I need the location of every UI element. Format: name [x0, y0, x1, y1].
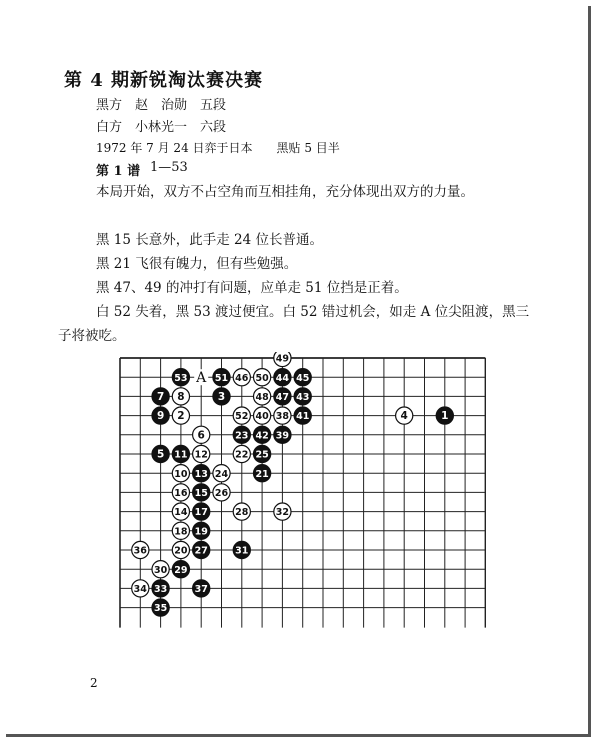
svg-text:8: 8 [177, 391, 185, 403]
svg-text:22: 22 [235, 449, 249, 461]
stone-51 [213, 369, 230, 386]
svg-text:5: 5 [156, 448, 165, 461]
stone-17 [193, 503, 210, 520]
svg-text:49: 49 [275, 353, 290, 365]
stone-44 [274, 369, 291, 386]
svg-text:31: 31 [235, 545, 249, 557]
stone-24 [213, 465, 230, 482]
svg-text:17: 17 [194, 507, 208, 519]
stone-18 [172, 522, 189, 539]
svg-text:51: 51 [214, 372, 229, 384]
svg-text:29: 29 [174, 564, 188, 576]
svg-text:53: 53 [174, 372, 188, 384]
svg-text:32: 32 [275, 507, 290, 519]
svg-text:18: 18 [174, 526, 188, 538]
stone-52 [233, 407, 250, 424]
svg-text:36: 36 [133, 545, 147, 557]
stone-34 [132, 580, 149, 597]
svg-text:19: 19 [194, 526, 208, 538]
svg-text:9: 9 [156, 410, 165, 423]
stone-38 [274, 407, 291, 424]
stone-27 [193, 541, 210, 558]
svg-text:4: 4 [400, 410, 408, 423]
svg-text:43: 43 [296, 392, 310, 403]
svg-text:24: 24 [214, 468, 229, 480]
stone-26 [213, 484, 230, 501]
stone-36 [132, 541, 149, 558]
stone-33 [152, 580, 169, 597]
svg-text:42: 42 [255, 430, 269, 442]
svg-text:26: 26 [214, 488, 229, 499]
stone-12 [193, 445, 210, 462]
commentary-paragraph-2: 黑 15 长意外，此手走 24 位长普通。 [96, 232, 324, 248]
stone-4 [396, 407, 413, 424]
svg-text:3: 3 [217, 391, 226, 403]
stone-20 [172, 541, 189, 558]
stone-7 [152, 388, 169, 405]
stone-10 [172, 465, 189, 482]
svg-text:12: 12 [194, 449, 208, 461]
stone-22 [233, 445, 250, 462]
svg-text:50: 50 [255, 372, 269, 384]
stone-32 [274, 503, 291, 520]
stone-41 [294, 407, 311, 424]
stone-40 [254, 407, 271, 424]
svg-text:48: 48 [255, 392, 269, 403]
commentary-paragraph-5: 白 52 失着，黑 53 渡过便宜。白 52 错过机会，如走 A 位尖阻渡，黑三子将被吃。 [58, 304, 530, 344]
stone-8 [172, 388, 189, 405]
svg-text:46: 46 [235, 372, 249, 384]
svg-text:10: 10 [174, 468, 188, 480]
marker-a: A [196, 370, 207, 387]
diagram-range: 1—53 [150, 160, 188, 175]
stone-28 [233, 503, 250, 520]
svg-text:44: 44 [275, 372, 290, 384]
stone-35 [152, 599, 169, 616]
svg-text:45: 45 [296, 372, 310, 384]
svg-text:20: 20 [174, 545, 188, 557]
stone-16 [172, 484, 189, 501]
stone-39 [274, 426, 291, 443]
stone-13 [193, 465, 210, 482]
svg-text:25: 25 [255, 449, 269, 461]
stone-5 [152, 445, 169, 462]
white-player: 白方 小林光一 六段 [96, 120, 227, 135]
stone-1 [436, 407, 453, 424]
svg-text:1: 1 [441, 410, 449, 423]
game-info: 1972 年 7 月 24 日弈于日本 黑贴 5 目半 [96, 141, 340, 155]
stone-45 [294, 369, 311, 386]
commentary-paragraph-1: 本局开始，双方不占空角而互相挂角，充分体现出双方的力量。 [96, 184, 474, 200]
svg-text:13: 13 [194, 468, 208, 480]
stone-47 [274, 388, 291, 405]
black-player: 黑方 赵 治勋 五段 [96, 98, 227, 113]
svg-text:37: 37 [194, 584, 208, 595]
svg-text:35: 35 [153, 603, 168, 615]
svg-text:23: 23 [235, 430, 249, 442]
stone-31 [233, 541, 250, 558]
stone-6 [193, 426, 210, 443]
stone-42 [254, 426, 271, 443]
svg-text:6: 6 [197, 429, 205, 442]
game-title: 第 4 期新锐淘汰赛决赛 [64, 70, 264, 91]
commentary-paragraph-4: 黑 47、49 的冲打有问题，应单走 51 位挡是正着。 [96, 280, 408, 296]
stone-37 [193, 580, 210, 597]
stone-53 [172, 369, 189, 386]
svg-text:2: 2 [177, 410, 185, 423]
svg-text:14: 14 [174, 507, 188, 519]
commentary-paragraph-3: 黑 21 飞很有魄力，但有些勉强。 [96, 256, 298, 272]
svg-text:38: 38 [275, 411, 290, 423]
svg-text:21: 21 [255, 468, 269, 480]
stone-43 [294, 388, 311, 405]
diagram-label: 第 1 谱 [96, 164, 141, 179]
stone-2 [172, 407, 189, 424]
stone-46 [233, 369, 250, 386]
svg-text:28: 28 [235, 507, 249, 519]
stone-48 [254, 388, 271, 405]
svg-text:27: 27 [194, 545, 208, 557]
svg-text:47: 47 [275, 392, 290, 403]
svg-text:33: 33 [153, 584, 168, 595]
stone-21 [254, 465, 271, 482]
stone-15 [193, 484, 210, 501]
stone-11 [172, 445, 189, 462]
stone-14 [172, 503, 189, 520]
svg-text:39: 39 [275, 430, 290, 442]
stone-9 [152, 407, 169, 424]
go-board-diagram [114, 352, 486, 662]
svg-text:11: 11 [174, 449, 188, 461]
svg-text:40: 40 [255, 411, 269, 423]
stone-19 [193, 522, 210, 539]
svg-text:7: 7 [156, 391, 165, 403]
svg-text:41: 41 [296, 411, 310, 423]
stone-50 [254, 369, 271, 386]
svg-text:15: 15 [194, 488, 208, 499]
stone-23 [233, 426, 250, 443]
svg-text:52: 52 [235, 411, 249, 423]
stone-30 [152, 561, 169, 578]
stone-3 [213, 388, 230, 405]
stone-49 [274, 352, 291, 367]
svg-text:16: 16 [174, 488, 188, 499]
stone-29 [172, 561, 189, 578]
stone-25 [254, 445, 271, 462]
svg-text:30: 30 [153, 564, 168, 576]
page-number: 2 [90, 676, 98, 690]
svg-text:34: 34 [133, 584, 147, 595]
